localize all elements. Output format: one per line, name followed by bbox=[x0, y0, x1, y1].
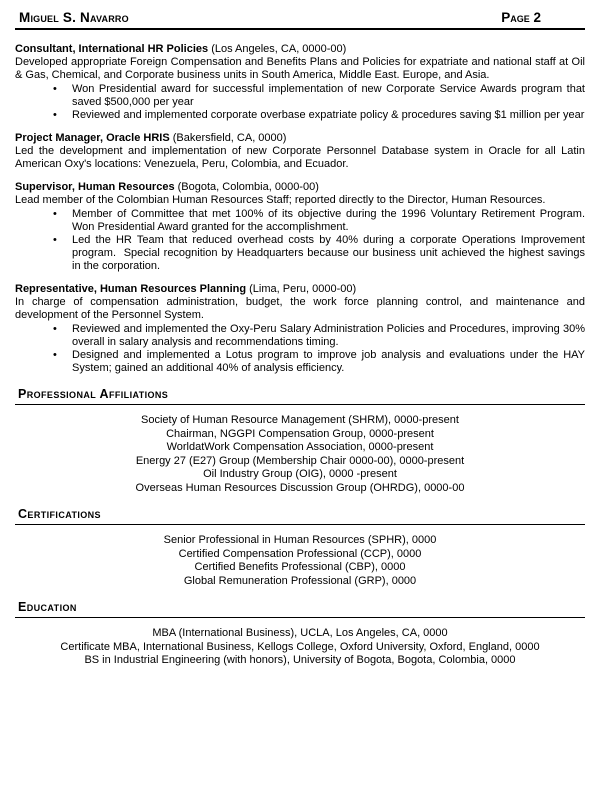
section-line: WorldatWork Compensation Association, 0000-present bbox=[166, 441, 434, 453]
job-entry bbox=[15, 132, 588, 171]
section-heading: Certifications bbox=[15, 508, 585, 525]
section-line: Overseas Human Resources Discussion Group (OHRDG), 0000-00 bbox=[135, 481, 465, 494]
job-bullet: • Reviewed and implemented corporate overbase expatriate policy & procedures saving $1 million per year bbox=[72, 109, 585, 122]
resume-section bbox=[15, 601, 585, 668]
job-description: Developed appropriate Foreign Compensation and Benefits Plans and Policies for expatriate and national staff at Oil & Gas, Chemical, and Corporate business units in South America, Middle East. Europe, and Asia. bbox=[15, 56, 589, 81]
job-heading bbox=[15, 132, 585, 145]
experience-list bbox=[15, 43, 592, 375]
job-heading bbox=[15, 43, 585, 56]
section-lines bbox=[15, 534, 585, 588]
section-line: BS in Industrial Engineering (with honors), University of Bogota, Bogota, Colombia, 0000 bbox=[84, 654, 516, 666]
job-title: Project Manager, Oracle HRIS bbox=[15, 132, 170, 144]
resume-section bbox=[15, 388, 585, 495]
page-header bbox=[15, 8, 585, 28]
job-bullets bbox=[15, 208, 592, 273]
job-title: Supervisor, Human Resources bbox=[15, 181, 175, 193]
job-location: (Bogota, Colombia, 0000-00) bbox=[174, 181, 319, 193]
section-heading: Education bbox=[15, 601, 585, 618]
job-bullets bbox=[15, 323, 589, 375]
job-title: Representative, Human Resources Planning bbox=[15, 283, 247, 295]
job-entry bbox=[15, 43, 589, 122]
section-line: MBA (International Business), UCLA, Los Angeles, CA, 0000 bbox=[152, 627, 448, 639]
job-description: In charge of compensation administration, budget, the work force planning control, and maintenance and development of the Personnel System. bbox=[15, 296, 589, 321]
job-bullets bbox=[15, 83, 589, 122]
header-page-number: Page 2 bbox=[501, 10, 541, 25]
job-location: (Bakersfield, CA, 0000) bbox=[169, 132, 287, 144]
section-line: Global Remuneration Professional (GRP), 0000 bbox=[183, 574, 417, 587]
job-bullet: • Led the HR Team that reduced overhead costs by 40% during a corporate Operations Improvement program. Special recognition by Headquarters because our business unit achieved the highest savings in the corporation. bbox=[72, 234, 585, 273]
job-description: Lead member of the Colombian Human Resources Staff; reported directly to the Director, Human Resources. bbox=[15, 194, 546, 206]
job-entry bbox=[15, 181, 592, 273]
header-name: Miguel S. Navarro bbox=[19, 10, 129, 25]
job-location: (Los Angeles, CA, 0000-00) bbox=[208, 43, 347, 55]
resume-section bbox=[15, 508, 585, 588]
job-location: (Lima, Peru, 0000-00) bbox=[246, 283, 357, 295]
job-heading bbox=[15, 283, 585, 296]
job-bullet: • Designed and implemented a Lotus program to improve job analysis and evaluations under the HAY System; gained an additional 40% of analysis efficiency. bbox=[72, 349, 585, 375]
job-entry bbox=[15, 283, 589, 375]
section-line: Certificate MBA, International Business, Kellogs College, Oxford University, Oxford, England, 0000 bbox=[60, 640, 540, 653]
job-bullet: • Won Presidential award for successful implementation of new Corporate Service Awards program that saved $500,000 per year bbox=[72, 83, 585, 109]
job-title: Consultant, International HR Policies bbox=[15, 43, 209, 55]
sections-list bbox=[15, 388, 585, 668]
section-line: Energy 27 (E27) Group (Membership Chair 0000-00), 0000-present bbox=[135, 454, 465, 467]
job-bullet: • Member of Committee that met 100% of its objective during the 1996 Voluntary Retirement Program. Won Presidential Award granted for the accomplishment. bbox=[72, 208, 585, 234]
section-heading: Professional Affiliations bbox=[15, 388, 585, 405]
section-line: Chairman, NGGPI Compensation Group, 0000-present bbox=[166, 427, 434, 440]
job-heading bbox=[15, 181, 585, 194]
section-lines bbox=[15, 414, 585, 495]
section-line: Certified Compensation Professional (CCP), 0000 bbox=[178, 547, 422, 560]
section-line: Society of Human Resource Management (SHRM), 0000-present bbox=[141, 414, 459, 426]
section-line: Certified Benefits Professional (CBP), 0000 bbox=[194, 561, 406, 573]
job-bullet: • Reviewed and implemented the Oxy-Peru Salary Administration Policies and Procedures, improving 30% overall in salary analysis and recommendations timing. bbox=[72, 323, 585, 349]
section-lines bbox=[15, 627, 585, 668]
job-description: Led the development and implementation of new Corporate Personnel Database system in Oracle for all Latin American Oxy's locations: Venezuela, Peru, Colombia, and Ecuador. bbox=[15, 145, 588, 170]
section-line: Senior Professional in Human Resources (SPHR), 0000 bbox=[163, 534, 437, 546]
section-line: Oil Industry Group (OIG), 0000 -present bbox=[203, 468, 397, 480]
header-divider bbox=[15, 28, 585, 30]
